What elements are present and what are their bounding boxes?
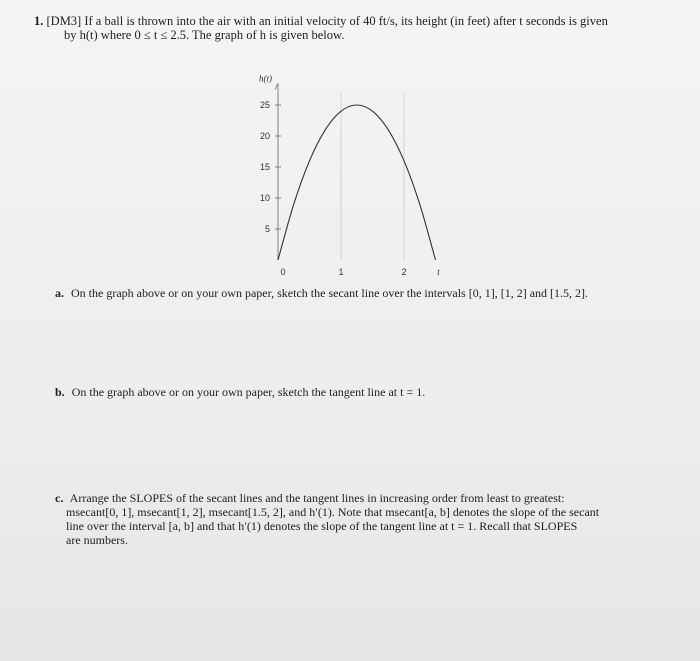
y-axis-label: h(t) (259, 73, 272, 84)
part-c-text-1: Arrange the SLOPES of the secant lines and the tangent lines in increasing order from least to greatest: (69, 491, 565, 505)
question-header (34, 14, 674, 42)
grid-layer (341, 93, 404, 260)
y-tick-label-25: 25 (259, 100, 270, 110)
part-c-text-2: msecant[0, 1], msecant[1, 2], msecant[1.5, 2], and h′(1). Note that msecant[a, b] denotes the slope of the secant (66, 505, 600, 519)
height-graph (215, 42, 495, 282)
y-tick-label-5: 5 (264, 224, 270, 234)
part-b-label: b. (55, 385, 65, 399)
part-a-label: a. (55, 286, 64, 300)
height-curve (278, 105, 436, 260)
x-tick-label-2: 2 (401, 267, 407, 277)
question-text-line-2: by h(t) where 0 ≤ t ≤ 2.5. The graph of h is given below. (64, 28, 345, 42)
question-number: 1. (34, 14, 44, 28)
x-tick-label-1: 1 (338, 267, 344, 277)
y-tick-label-10: 10 (259, 193, 270, 203)
part-c-text-4: are numbers. (66, 533, 128, 547)
part-a-text: On the graph above or on your own paper, sketch the secant line over the intervals [0, 1], [1, 2] and [1.5, 2]. (71, 286, 589, 300)
part-c (55, 491, 675, 547)
part-b (55, 385, 675, 399)
part-c-line-1 (55, 491, 675, 505)
question-line-1 (34, 14, 674, 28)
y-tick-label-15: 15 (259, 162, 270, 172)
axis-layer (275, 83, 281, 260)
part-c-text-3: line over the interval [a, b] and that h′(1) denotes the slope of the tangent line at t = 1. Recall that SLOPES (66, 519, 578, 533)
y-axis-arrow (275, 83, 278, 89)
height-chart-svg (215, 42, 495, 282)
y-tick-label-20: 20 (259, 131, 270, 141)
part-b-text: On the graph above or on your own paper, sketch the tangent line at t = 1. (71, 385, 426, 399)
part-a (55, 286, 675, 300)
question-text-line-1: [DM3] If a ball is thrown into the air with an initial velocity of 40 ft/s, its height (in feet) after t seconds is given (46, 14, 608, 28)
part-c-label: c. (55, 491, 64, 505)
curve-layer (278, 105, 436, 260)
x-axis-label: t (437, 267, 440, 277)
label-layer (259, 73, 440, 277)
x-tick-label-0: 0 (280, 267, 286, 277)
